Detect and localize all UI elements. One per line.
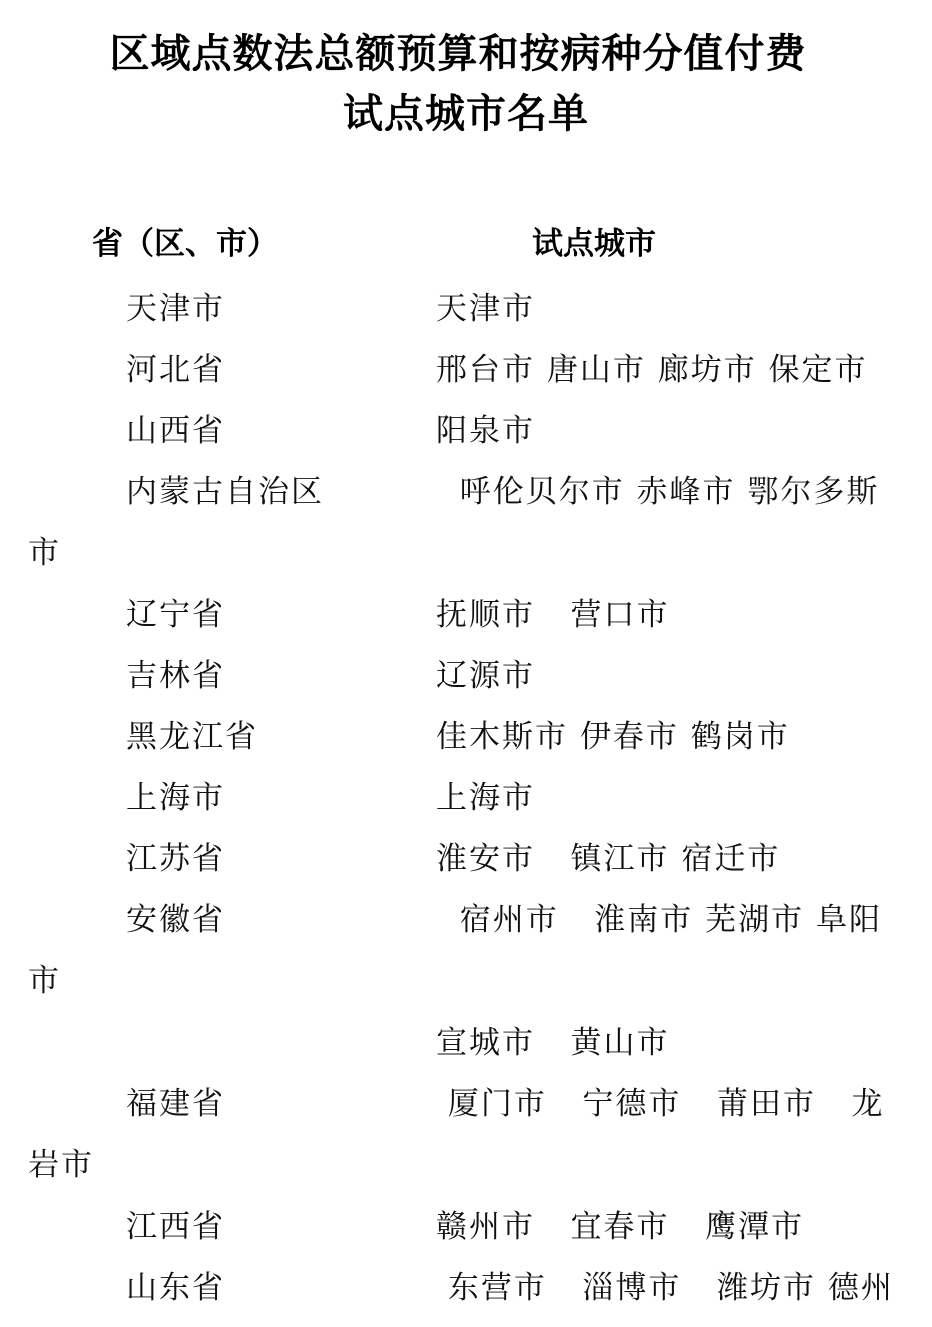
pilot-cities: 呼伦贝尔市 赤峰市 鄂尔多斯 [436, 474, 880, 510]
pilot-cities: 上海市 [436, 780, 535, 816]
list-item-shanghai [0, 772, 932, 822]
pilot-cities-continuation: 市 [28, 963, 61, 999]
province-name: 上海市 [126, 780, 225, 816]
list-item-liaoning [0, 589, 932, 639]
province-name: 安徽省 [126, 902, 225, 938]
province-name: 天津市 [126, 291, 225, 327]
column-header-province: 省（区、市） [92, 226, 278, 262]
list-item-anhui-continued [0, 1017, 932, 1067]
pilot-cities: 抚顺市 营口市 [436, 597, 670, 633]
list-item-heilongjiang [0, 711, 932, 761]
list-item-anhui [0, 894, 932, 944]
pilot-cities: 赣州市 宜春市 鹰潭市 [436, 1209, 805, 1245]
pilot-cities: 宿州市 淮南市 芜湖市 阜阳 [436, 902, 882, 938]
pilot-cities: 阳泉市 [436, 413, 535, 449]
list-item-fujian [0, 1078, 932, 1128]
province-name: 山西省 [126, 413, 225, 449]
document-title-line-1: 区域点数法总额预算和按病种分值付费 [109, 31, 807, 77]
pilot-cities: 天津市 [436, 291, 535, 327]
list-item-jiangxi [0, 1201, 932, 1251]
pilot-cities-continuation: 市 [28, 535, 61, 571]
province-name: 吉林省 [126, 658, 225, 694]
list-item-shandong [0, 1262, 932, 1312]
list-item-jilin [0, 650, 932, 700]
pilot-cities: 厦门市 宁德市 莆田市 龙 [436, 1086, 885, 1122]
pilot-cities: 佳木斯市 伊春市 鹤岗市 [436, 719, 790, 755]
list-item-inner-mongolia [0, 466, 932, 516]
pilot-cities: 邢台市 唐山市 廊坊市 保定市 [436, 352, 868, 388]
column-header-cities: 试点城市 [532, 226, 656, 262]
pilot-cities: 淮安市 镇江市 宿迁市 [436, 841, 781, 877]
document-title-line-2: 试点城市名单 [343, 91, 589, 137]
list-item-shanxi [0, 405, 932, 455]
province-name: 福建省 [126, 1086, 225, 1122]
list-item-jiangsu [0, 833, 932, 883]
province-name: 江西省 [126, 1209, 225, 1245]
province-name: 江苏省 [126, 841, 225, 877]
province-name: 黑龙江省 [126, 719, 258, 755]
pilot-cities: 宣城市 黄山市 [436, 1025, 670, 1061]
pilot-cities-continuation: 岩市 [28, 1147, 94, 1183]
pilot-cities: 东营市 淄博市 潍坊市 德州 [436, 1270, 894, 1306]
list-item-tianjin [0, 283, 932, 333]
list-item-hebei [0, 344, 932, 394]
pilot-cities: 辽源市 [436, 658, 535, 694]
province-name: 内蒙古自治区 [126, 474, 324, 510]
province-name: 山东省 [126, 1270, 225, 1306]
province-name: 辽宁省 [126, 597, 225, 633]
province-name: 河北省 [126, 352, 225, 388]
